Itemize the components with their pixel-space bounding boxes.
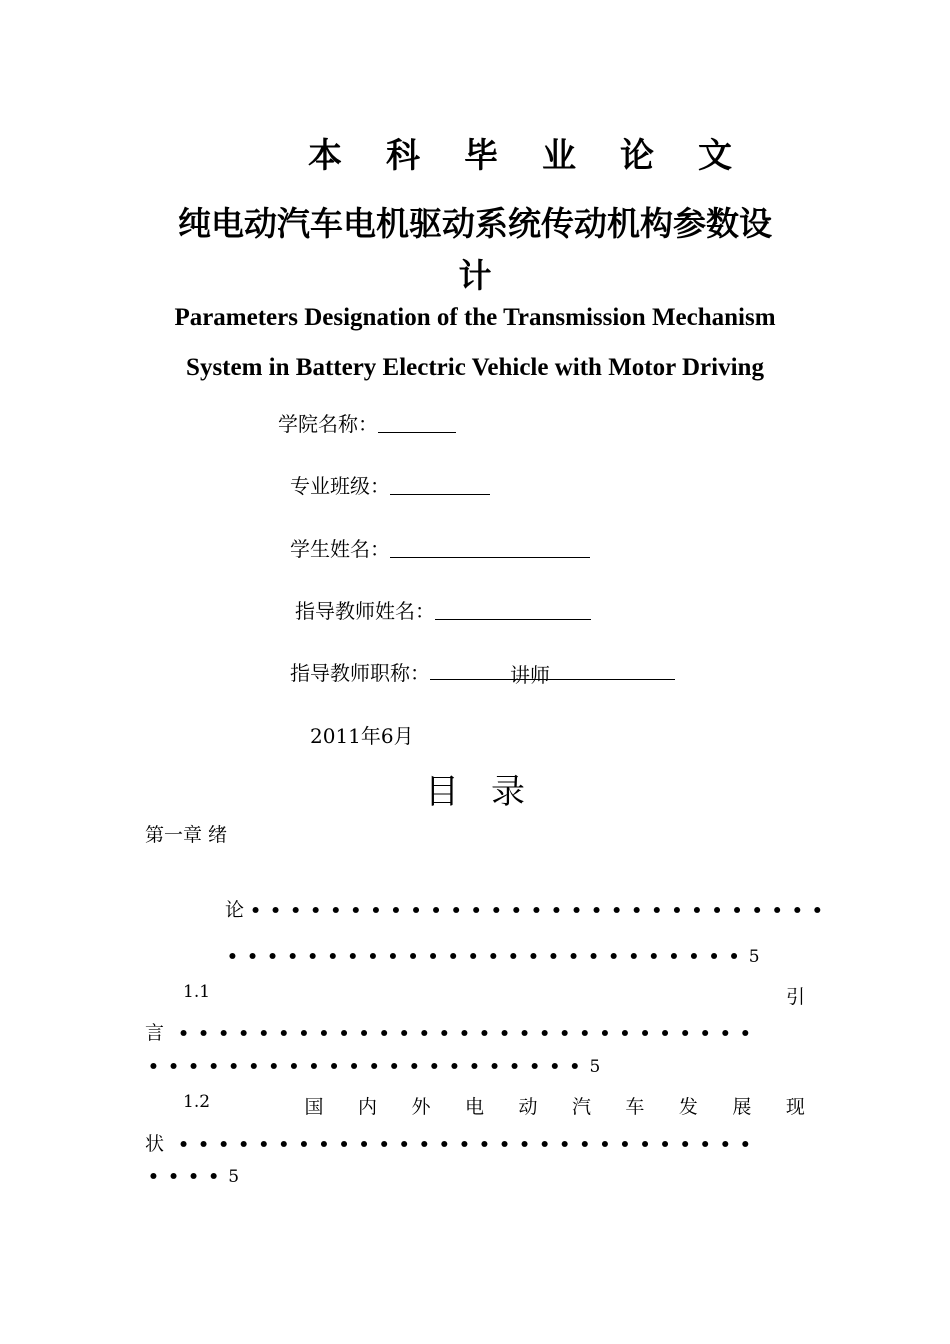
advisor-title-label: 指导教师职称：	[290, 661, 430, 685]
toc-leader: ••••••••••••••••••••••	[148, 1057, 590, 1077]
thesis-title-line2: 计	[458, 256, 492, 295]
class-blank	[390, 474, 490, 495]
thesis-title-line1: 纯电动汽车电机驱动系统传动机构参数设	[178, 204, 772, 243]
advisor-label: 指导教师姓名：	[295, 599, 435, 623]
cover-heading-char: 论	[620, 136, 654, 176]
toc-leader: •••••••••••••••••••••••••••••	[250, 901, 832, 921]
toc-page-number: 5	[748, 947, 760, 967]
toc-s1-1-line	[183, 982, 805, 1009]
cover-heading-char: 科	[386, 136, 420, 176]
toc-leader: ••••	[148, 1167, 229, 1187]
toc-s1-2-line3	[148, 1165, 239, 1187]
toc-heading-char: 录	[491, 772, 525, 812]
class-label: 专业班级：	[290, 474, 390, 498]
toc-leader: •••••••••••••••••••••••••••••	[178, 1135, 760, 1155]
toc-s1-2-char: 国	[304, 1096, 324, 1118]
toc-s1-2-line2	[145, 1129, 760, 1156]
toc-s1-2-char: 现	[785, 1096, 805, 1118]
toc-s1-1-char: 言	[145, 1022, 165, 1044]
college-label: 学院名称：	[278, 412, 378, 436]
toc-s1-1-line2	[145, 1018, 760, 1045]
toc-chapter1-line	[225, 895, 832, 922]
toc-s1-2-char: 展	[732, 1096, 752, 1118]
toc-s1-2-char: 汽	[571, 1096, 591, 1118]
cover-heading-char: 毕	[464, 136, 498, 176]
advisor-blank	[435, 599, 591, 620]
toc-s1-2-char: 电	[464, 1096, 484, 1118]
student-label: 学生姓名：	[290, 537, 390, 561]
toc-s1-1-char: 引	[785, 986, 805, 1008]
toc-leader: ••••••••••••••••••••••••••	[227, 947, 749, 967]
toc-page-number: 5	[589, 1057, 601, 1077]
advisor-field	[295, 595, 591, 624]
class-field	[290, 470, 490, 499]
toc-s1-2-char: 内	[358, 1096, 378, 1118]
toc-s1-2-char: 车	[625, 1096, 645, 1118]
cover-date: 2011年6月	[310, 724, 414, 748]
toc-s1-1-number: 1.1	[183, 982, 211, 1002]
advisor-title-field	[290, 657, 675, 686]
toc-s1-1-line3	[148, 1055, 600, 1077]
advisor-title-blank	[430, 659, 675, 687]
toc-leader: •••••••••••••••••••••••••••••	[178, 1024, 760, 1044]
cover-heading	[0, 128, 950, 177]
toc-chapter1-label: 第一章 绪	[145, 824, 228, 846]
toc-page-number: 5	[228, 1167, 240, 1187]
toc-s1-2-line	[183, 1092, 805, 1119]
cover-heading-char: 业	[542, 136, 576, 176]
advisor-title-value: 讲师	[510, 663, 550, 687]
toc-heading	[0, 764, 950, 813]
toc-s1-2-number: 1.2	[183, 1092, 211, 1112]
toc-heading-char: 目	[425, 772, 459, 812]
cover-heading-char: 文	[698, 136, 732, 176]
toc-s1-2-char: 动	[518, 1096, 538, 1118]
toc-s1-2-char: 外	[411, 1096, 431, 1118]
english-title-line2: System in Battery Electric Vehicle with Motor Driving	[186, 354, 764, 381]
student-blank	[390, 537, 590, 558]
college-field	[278, 408, 456, 437]
student-field	[290, 533, 590, 562]
toc-s1-2-char: 状	[145, 1133, 165, 1155]
toc-chapter1-line2	[227, 945, 760, 967]
college-blank	[378, 412, 456, 433]
cover-heading-char: 本	[308, 136, 342, 176]
toc-s1-2-char: 发	[678, 1096, 698, 1118]
english-title-line1: Parameters Designation of the Transmission Mechanism	[174, 304, 776, 331]
toc-chapter1-cont: 论	[225, 899, 245, 921]
